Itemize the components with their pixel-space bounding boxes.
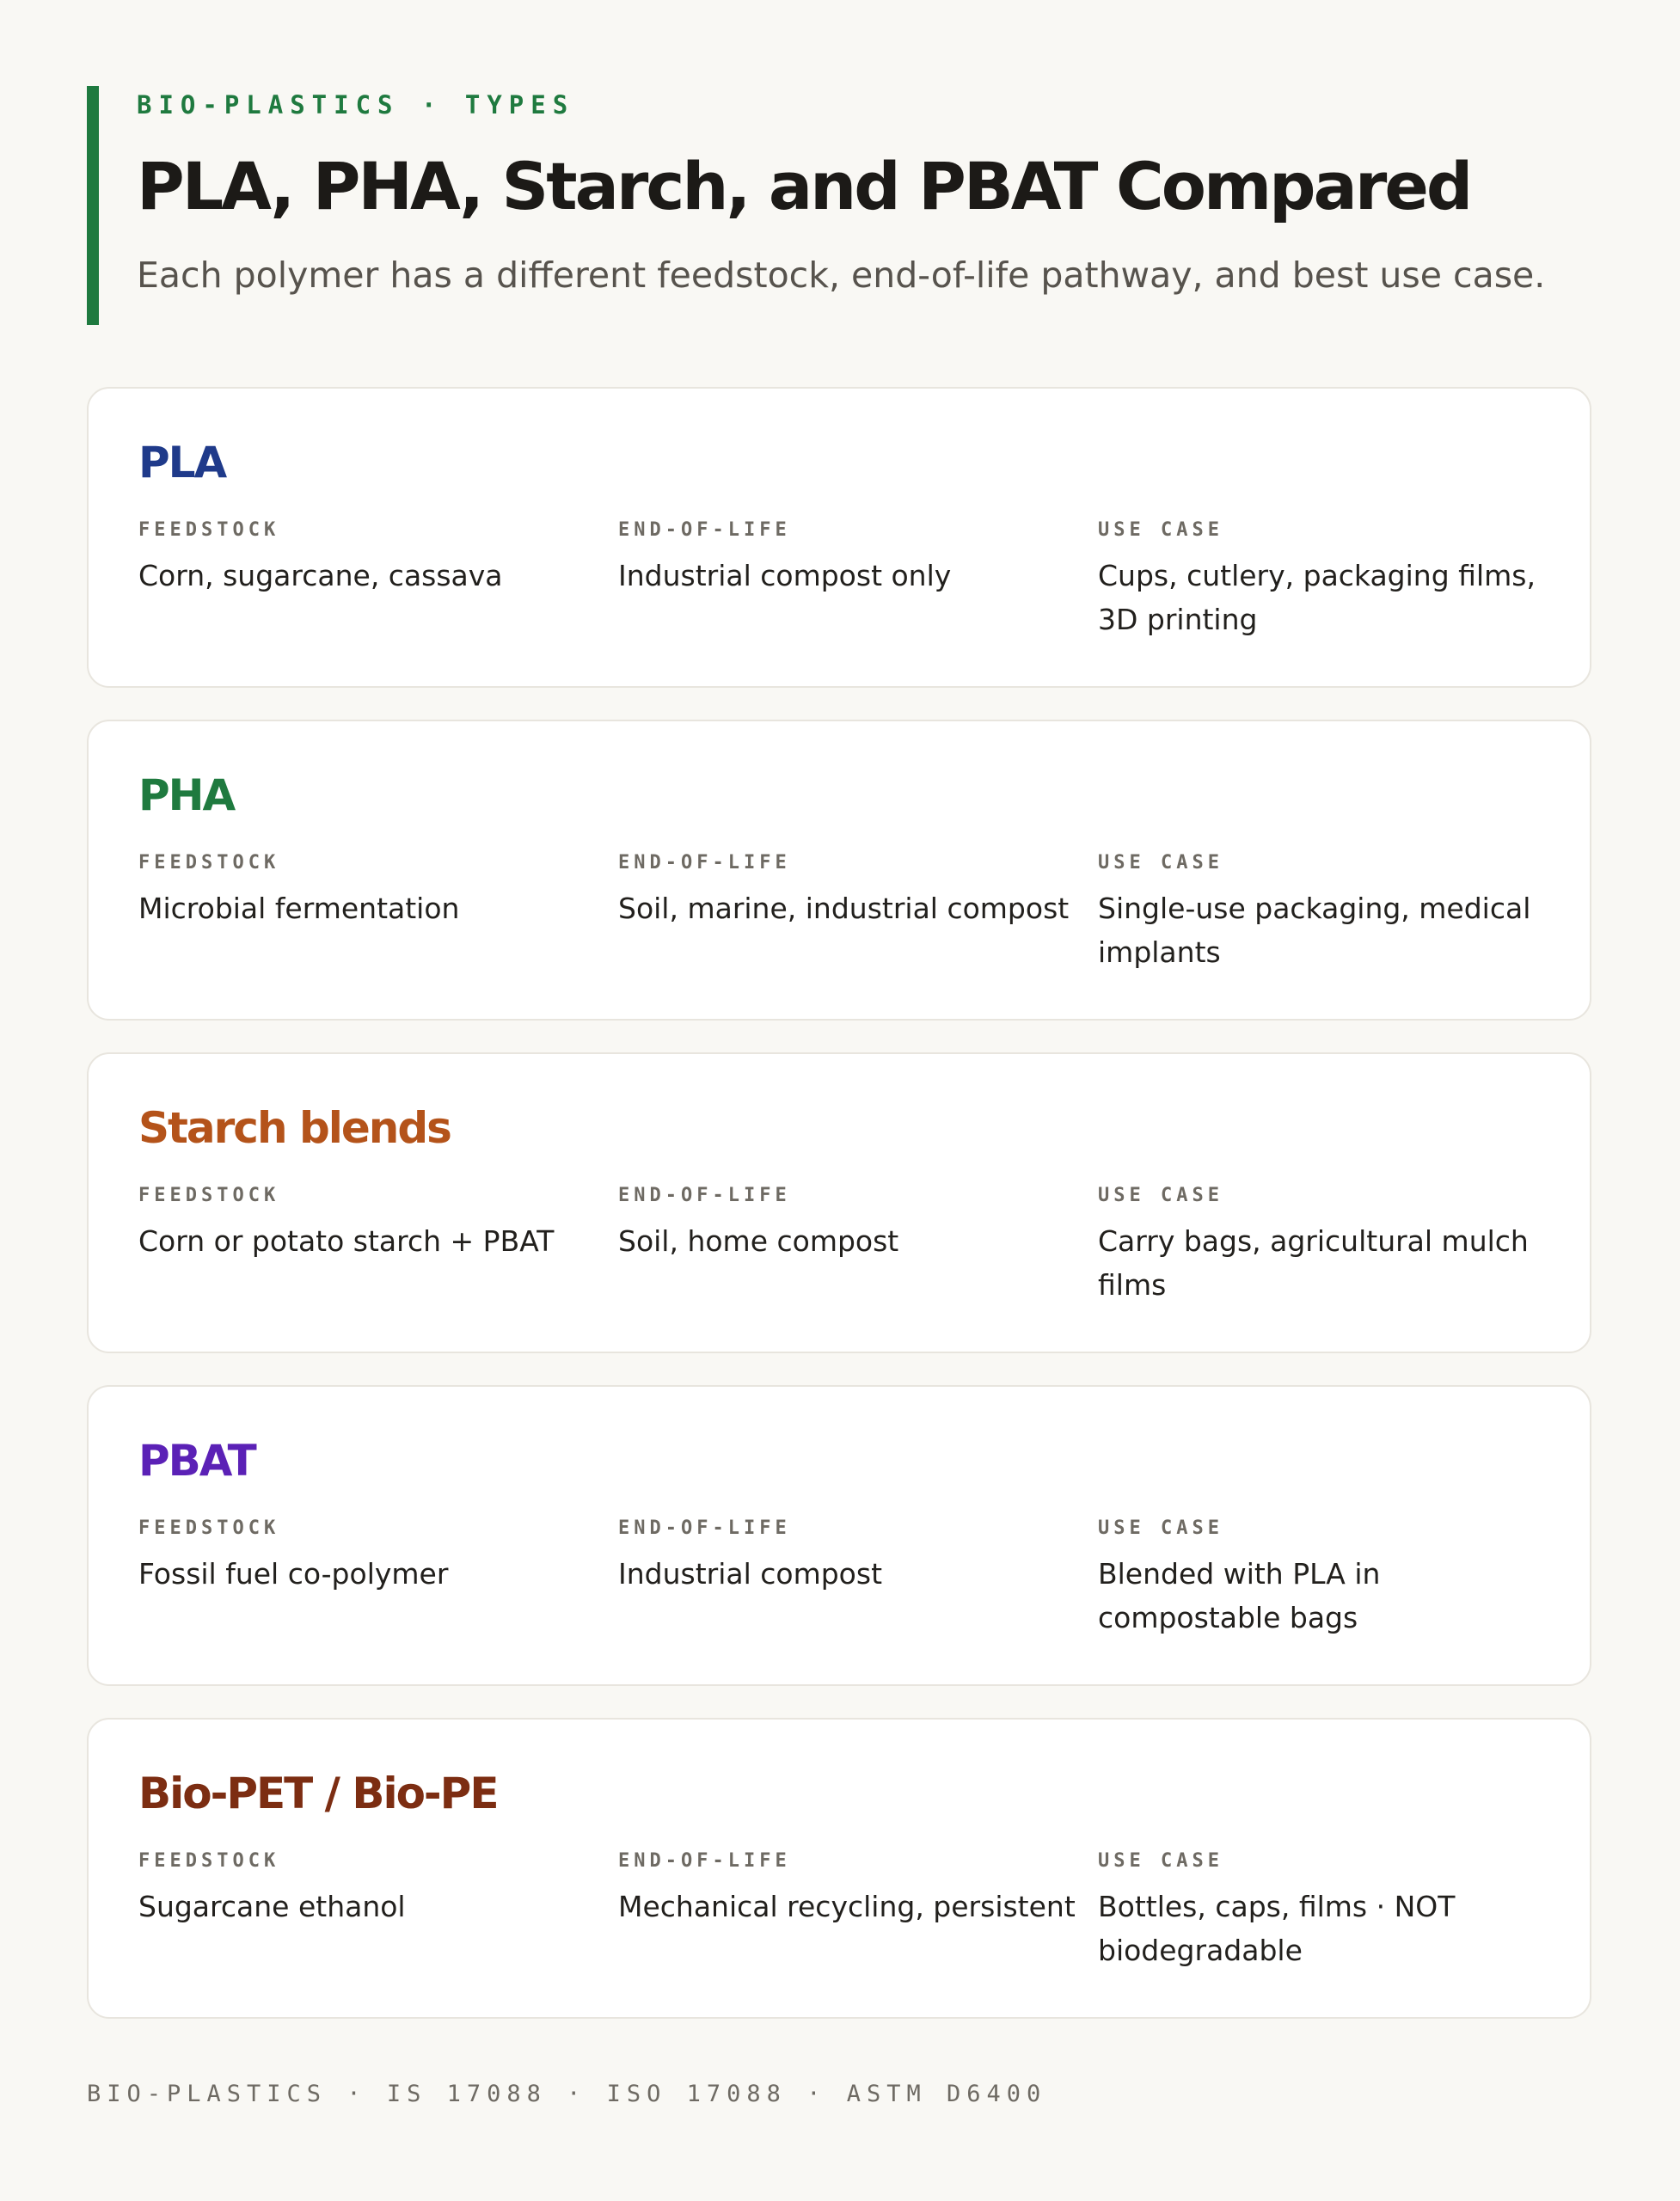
use-case-label: USE CASE — [1098, 1517, 1223, 1539]
polymer-card-bio-pet-bio-pe — [87, 1718, 1591, 2019]
card-title: Starch blends — [138, 1103, 451, 1153]
end-of-life-column — [618, 1183, 1098, 1307]
card-title: Bio-PET / Bio-PE — [138, 1769, 498, 1818]
feedstock-label: FEEDSTOCK — [138, 1850, 280, 1872]
use-case-column — [1098, 1183, 1578, 1307]
end-of-life-value: Soil, home compost — [618, 1224, 899, 1258]
feedstock-column — [138, 1183, 618, 1307]
end-of-life-label: END-OF-LIFE — [618, 1517, 791, 1539]
card-columns — [138, 850, 1540, 974]
card-columns — [138, 1183, 1540, 1307]
card-title: PBAT — [138, 1436, 255, 1486]
page-header — [87, 86, 1591, 325]
page-title: PLA, PHA, Starch, and PBAT Compared — [137, 148, 1471, 224]
feedstock-column — [138, 518, 618, 641]
feedstock-value: Sugarcane ethanol — [138, 1890, 406, 1923]
use-case-value: Cups, cutlery, packaging films, 3D printing — [1098, 559, 1536, 636]
feedstock-value: Corn or potato starch + PBAT — [138, 1224, 555, 1258]
use-case-column — [1098, 1848, 1578, 1972]
feedstock-column — [138, 1848, 618, 1972]
polymer-card-pla — [87, 387, 1591, 688]
use-case-value: Bottles, caps, films · NOT biodegradable — [1098, 1890, 1456, 1967]
feedstock-label: FEEDSTOCK — [138, 852, 280, 874]
use-case-column — [1098, 518, 1578, 641]
polymer-card-list — [87, 387, 1591, 2051]
polymer-card-pbat — [87, 1385, 1591, 1686]
end-of-life-value: Industrial compost only — [618, 559, 952, 592]
polymer-card-starch-blends — [87, 1052, 1591, 1353]
use-case-value: Single-use packaging, medical implants — [1098, 892, 1531, 969]
card-title: PHA — [138, 770, 235, 820]
polymer-card-pha — [87, 720, 1591, 1021]
feedstock-label: FEEDSTOCK — [138, 1517, 280, 1539]
end-of-life-value: Industrial compost — [618, 1557, 883, 1591]
end-of-life-column — [618, 1848, 1098, 1972]
feedstock-label: FEEDSTOCK — [138, 1185, 280, 1206]
use-case-label: USE CASE — [1098, 1185, 1223, 1206]
use-case-value: Blended with PLA in compostable bags — [1098, 1557, 1381, 1634]
feedstock-value: Fossil fuel co-polymer — [138, 1557, 449, 1591]
end-of-life-value: Soil, marine, industrial compost — [618, 892, 1070, 925]
feedstock-column — [138, 850, 618, 974]
feedstock-value: Corn, sugarcane, cassava — [138, 559, 503, 592]
feedstock-value: Microbial fermentation — [138, 892, 460, 925]
end-of-life-label: END-OF-LIFE — [618, 519, 791, 541]
card-columns — [138, 1848, 1540, 1972]
card-columns — [138, 518, 1540, 641]
end-of-life-label: END-OF-LIFE — [618, 1850, 791, 1872]
page-subtitle: Each polymer has a different feedstock, end-of-life pathway, and best use case. — [137, 254, 1546, 296]
end-of-life-column — [618, 1516, 1098, 1640]
feedstock-label: FEEDSTOCK — [138, 519, 280, 541]
end-of-life-label: END-OF-LIFE — [618, 1185, 791, 1206]
end-of-life-label: END-OF-LIFE — [618, 852, 791, 874]
use-case-column — [1098, 1516, 1578, 1640]
feedstock-column — [138, 1516, 618, 1640]
use-case-label: USE CASE — [1098, 852, 1223, 874]
use-case-column — [1098, 850, 1578, 974]
end-of-life-column — [618, 850, 1098, 974]
end-of-life-column — [618, 518, 1098, 641]
use-case-label: USE CASE — [1098, 519, 1223, 541]
card-title: PLA — [138, 438, 226, 487]
use-case-label: USE CASE — [1098, 1850, 1223, 1872]
card-columns — [138, 1516, 1540, 1640]
eyebrow-label: BIO-PLASTICS · TYPES — [137, 90, 575, 120]
end-of-life-value: Mechanical recycling, persistent — [618, 1890, 1076, 1923]
page-footer: BIO-PLASTICS · IS 17088 · ISO 17088 · ASTM D6400 — [87, 2081, 1047, 2107]
use-case-value: Carry bags, agricultural mulch films — [1098, 1224, 1529, 1302]
